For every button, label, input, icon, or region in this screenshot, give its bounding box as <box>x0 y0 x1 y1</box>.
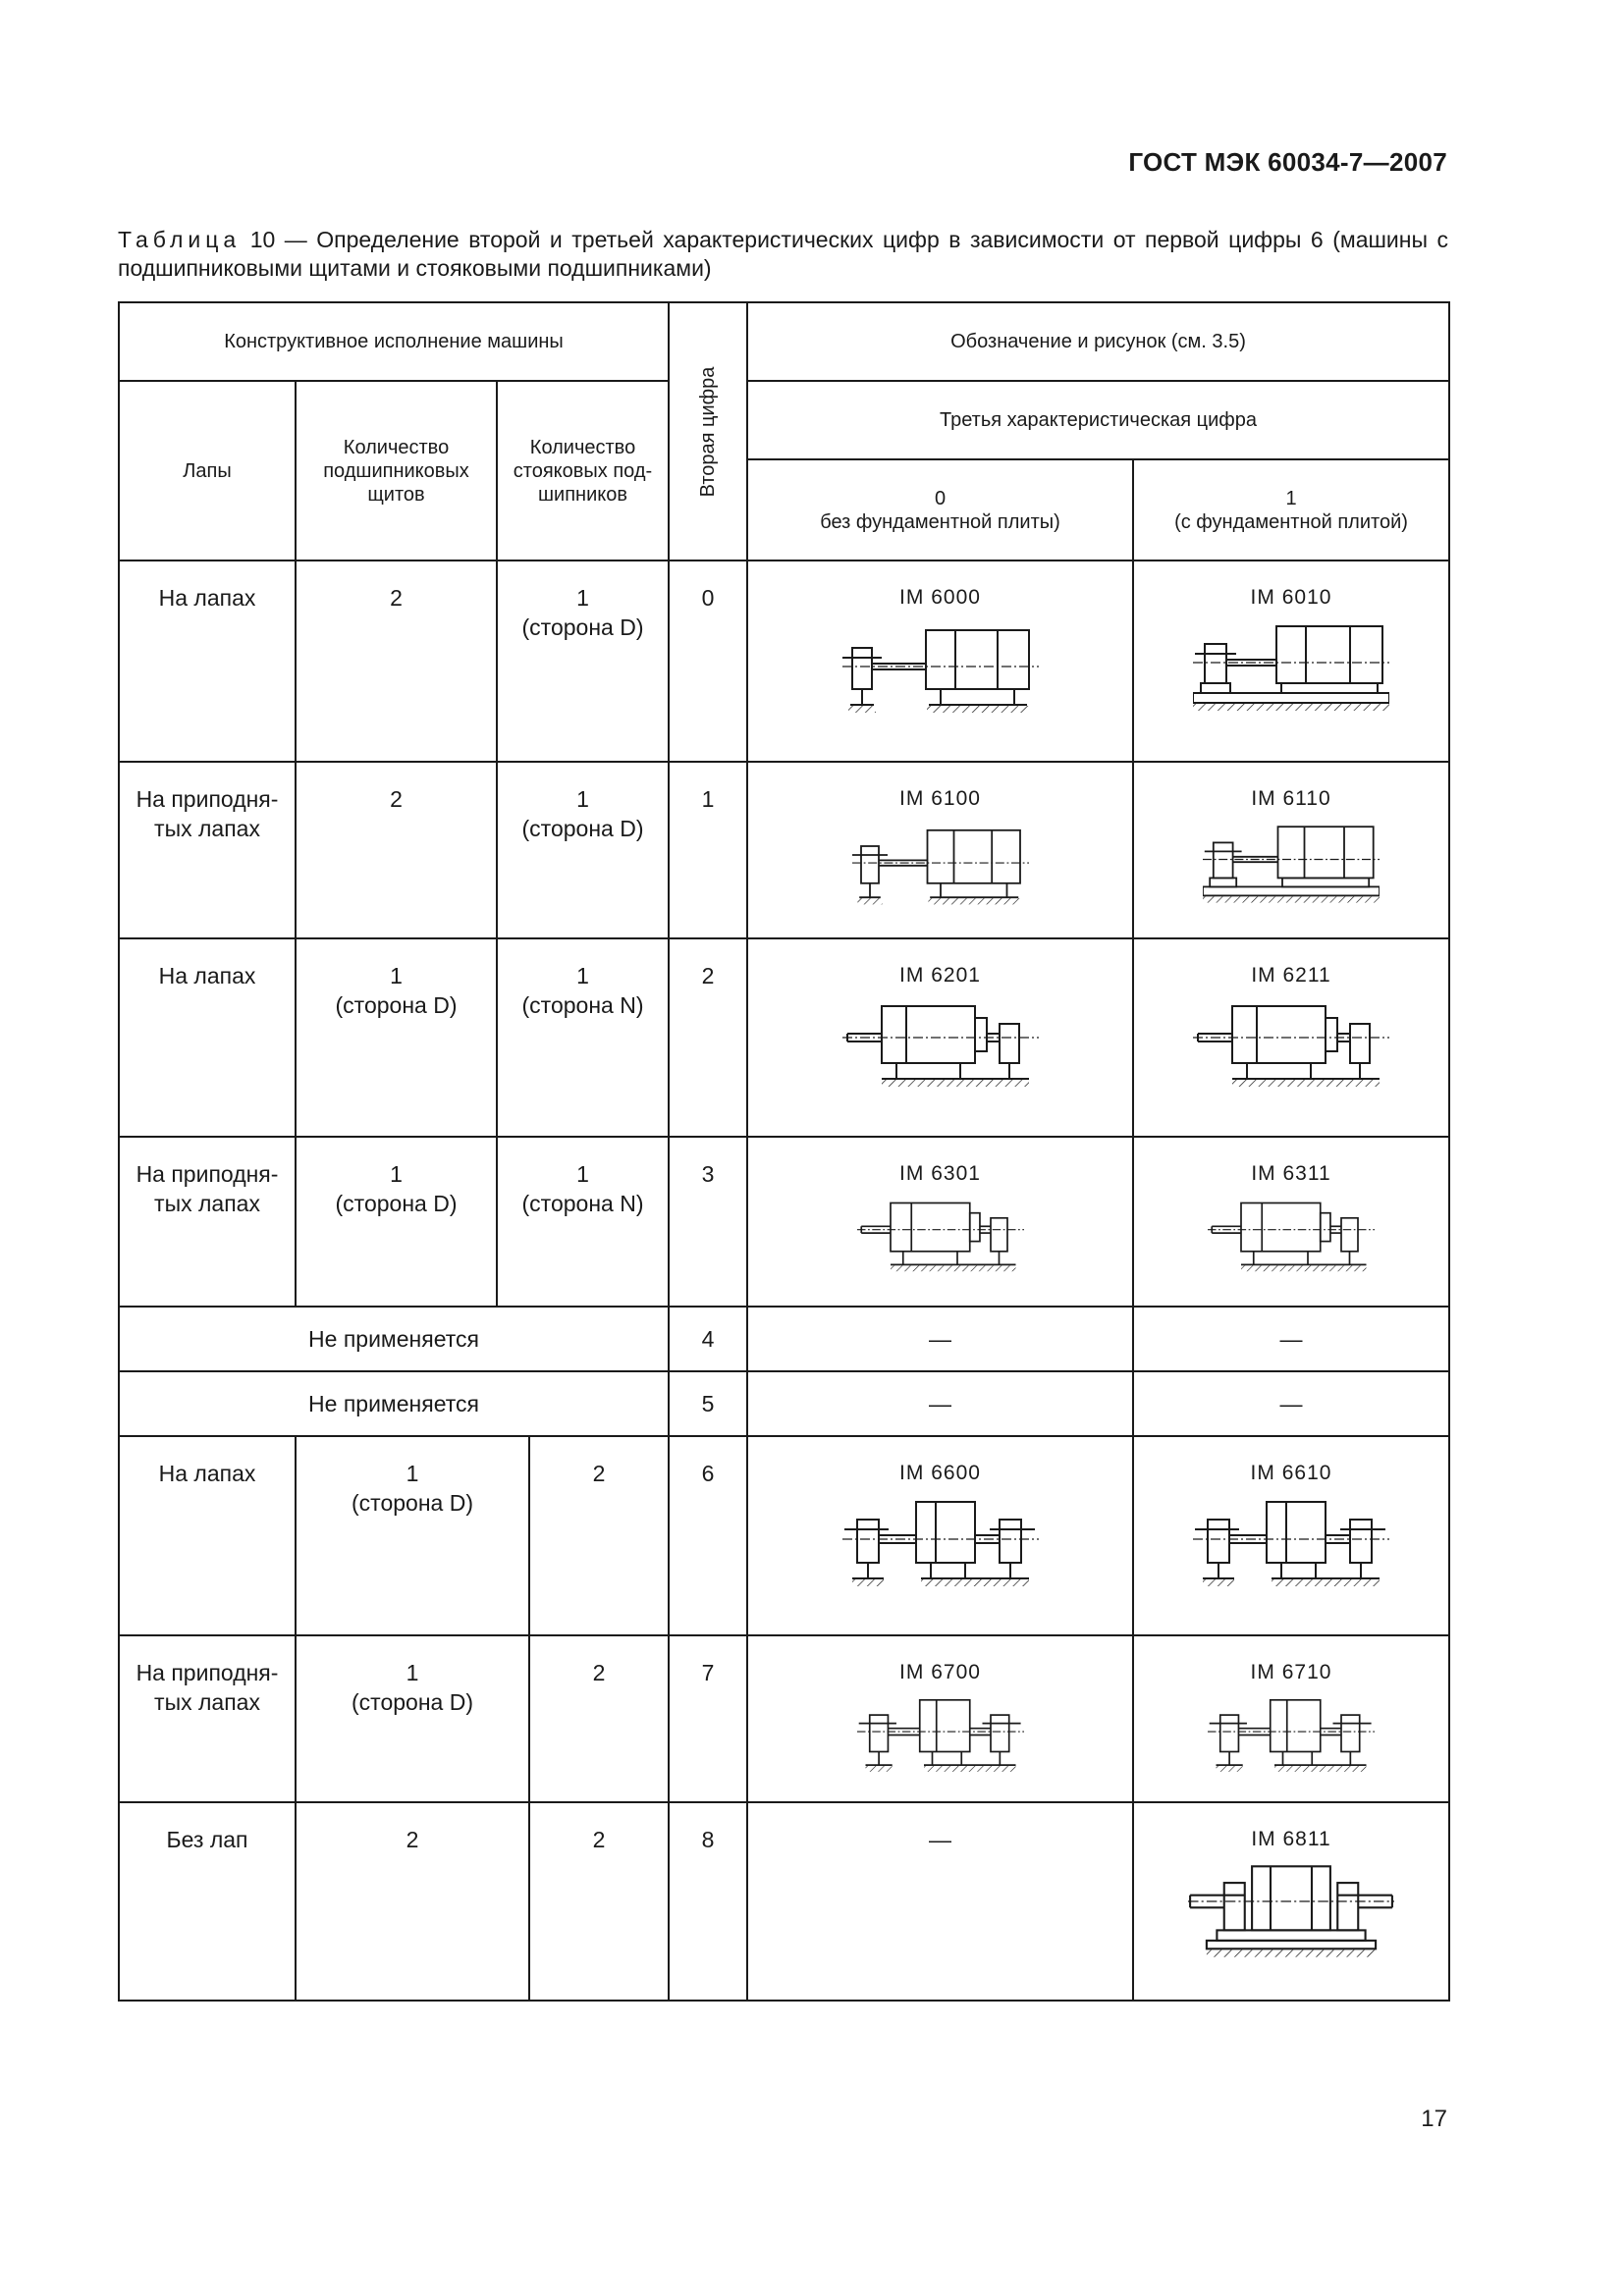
table-row <box>119 1635 1449 1802</box>
machine-drawing <box>1178 1693 1404 1777</box>
cell-im1 <box>1133 938 1449 1137</box>
header-col0-num: 0 <box>934 487 947 509</box>
table-row <box>119 938 1449 1137</box>
cell-pedestals: 1 (сторона D) <box>497 762 669 938</box>
cell-endshields: 1 (сторона D) <box>296 938 497 1137</box>
cell-im1 <box>1133 1802 1449 2001</box>
im-label: IM 6610 <box>1250 1462 1332 1484</box>
cell-im0: — <box>747 1802 1133 2001</box>
header-third-digit: Третья характеристическая цифра <box>747 381 1449 459</box>
cell-pedestals: 2 <box>529 1802 669 2001</box>
header-col0-text: без фундаментной плиты) <box>820 510 1060 533</box>
header-feet: Лапы <box>119 381 296 561</box>
cell-feet: На лапах <box>119 938 296 1137</box>
cell-feet: На приподня- тых лапах <box>119 1635 296 1802</box>
cell-second-digit: 4 <box>669 1307 747 1371</box>
machine-drawing <box>838 1693 1044 1777</box>
im-label: IM 6600 <box>899 1462 981 1484</box>
cell-im1 <box>1133 561 1449 762</box>
cell-endshields: 1 (сторона D) <box>296 1436 529 1635</box>
cell-im1 <box>1133 1436 1449 1635</box>
cell-im0 <box>747 1436 1133 1635</box>
cell-im1: — <box>1133 1371 1449 1436</box>
im-label: IM 6201 <box>899 964 981 987</box>
cell-endshields: 2 <box>296 561 497 762</box>
cell-feet: На приподня- тых лапах <box>119 762 296 938</box>
machine-drawing <box>842 820 1039 908</box>
cell-second-digit: 3 <box>669 1137 747 1307</box>
im-label: IM 6010 <box>1250 586 1332 609</box>
machine-drawing <box>1183 820 1399 908</box>
designation-table <box>118 301 1450 2002</box>
machine-drawing <box>1173 1860 1409 1963</box>
cell-second-digit: 0 <box>669 561 747 762</box>
im-label: IM 6311 <box>1251 1162 1331 1185</box>
im-label: IM 6110 <box>1251 787 1331 810</box>
cell-pedestals: 1 (сторона D) <box>497 561 669 762</box>
cell-pedestals: 1 (сторона N) <box>497 1137 669 1307</box>
cell-endshields: 1 (сторона D) <box>296 1635 529 1802</box>
table-row <box>119 762 1449 938</box>
header-second-digit-text: Вторая цифра <box>697 366 719 497</box>
machine-drawing <box>1173 1494 1409 1592</box>
cell-im0 <box>747 561 1133 762</box>
caption-text: 10 — Определение второй и третьей характеристических цифр в зависимости от первой цифры 6 (машины с подшипниковыми щитами и стояковыми подшипниками) <box>118 227 1449 281</box>
cell-im0 <box>747 938 1133 1137</box>
table-row <box>119 561 1449 762</box>
im-label: IM 6211 <box>1251 964 1331 987</box>
cell-not-applicable: Не применяется <box>119 1371 669 1436</box>
cell-im0 <box>747 1137 1133 1307</box>
header-col1-text: (с фундаментной плитой) <box>1174 510 1408 533</box>
im-label: IM 6710 <box>1250 1661 1332 1683</box>
machine-drawing <box>842 618 1039 717</box>
table-row <box>119 1436 1449 1635</box>
table-caption <box>118 226 1448 283</box>
cell-second-digit: 7 <box>669 1635 747 1802</box>
cell-endshields: 1 (сторона D) <box>296 1137 497 1307</box>
machine-drawing <box>1193 996 1389 1095</box>
header-pedestals: Количество стояковых под-шипников <box>497 381 669 561</box>
im-label: IM 6301 <box>899 1162 981 1185</box>
cell-feet: На лапах <box>119 1436 296 1635</box>
header-endshields: Количество подшипниковых щитов <box>296 381 497 561</box>
cell-second-digit: 5 <box>669 1371 747 1436</box>
cell-second-digit: 6 <box>669 1436 747 1635</box>
standard-id: ГОСТ МЭК 60034-7—2007 <box>1128 147 1447 177</box>
table-row <box>119 1371 1449 1436</box>
im-label: IM 6811 <box>1251 1828 1331 1850</box>
cell-second-digit: 1 <box>669 762 747 938</box>
cell-pedestals: 2 <box>529 1436 669 1635</box>
header-col1-num: 1 <box>1285 487 1297 509</box>
cell-im1 <box>1133 762 1449 938</box>
cell-not-applicable: Не применяется <box>119 1307 669 1371</box>
header-col1 <box>1133 459 1449 561</box>
cell-im0: — <box>747 1307 1133 1371</box>
cell-feet: На приподня- тых лапах <box>119 1137 296 1307</box>
table-row <box>119 1137 1449 1307</box>
table-row <box>119 1307 1449 1371</box>
cell-second-digit: 2 <box>669 938 747 1137</box>
cell-pedestals: 1 (сторона N) <box>497 938 669 1137</box>
cell-im0 <box>747 1635 1133 1802</box>
table-row <box>119 1802 1449 2001</box>
machine-drawing <box>1203 1195 1380 1278</box>
page-number: 17 <box>1421 2106 1447 2132</box>
cell-endshields: 2 <box>296 1802 529 2001</box>
im-label: IM 6100 <box>899 787 981 810</box>
im-label: IM 6000 <box>899 586 981 609</box>
cell-second-digit: 8 <box>669 1802 747 2001</box>
cell-im0 <box>747 762 1133 938</box>
header-second-digit <box>669 302 747 561</box>
cell-im0: — <box>747 1371 1133 1436</box>
cell-im1 <box>1133 1137 1449 1307</box>
machine-drawing <box>852 1195 1029 1278</box>
table-wrapper <box>118 301 1450 2002</box>
header-designation: Обозначение и рисунок (см. 3.5) <box>747 302 1449 381</box>
cell-im1: — <box>1133 1307 1449 1371</box>
header-col0 <box>747 459 1133 561</box>
caption-prefix: Таблица <box>118 227 242 252</box>
cell-endshields: 2 <box>296 762 497 938</box>
cell-pedestals: 2 <box>529 1635 669 1802</box>
machine-drawing <box>1193 618 1389 717</box>
cell-feet: На лапах <box>119 561 296 762</box>
header-design: Конструктивное исполнение машины <box>119 302 669 381</box>
cell-im1 <box>1133 1635 1449 1802</box>
cell-feet: Без лап <box>119 1802 296 2001</box>
machine-drawing <box>842 996 1039 1095</box>
machine-drawing <box>833 1494 1049 1592</box>
im-label: IM 6700 <box>899 1661 981 1683</box>
